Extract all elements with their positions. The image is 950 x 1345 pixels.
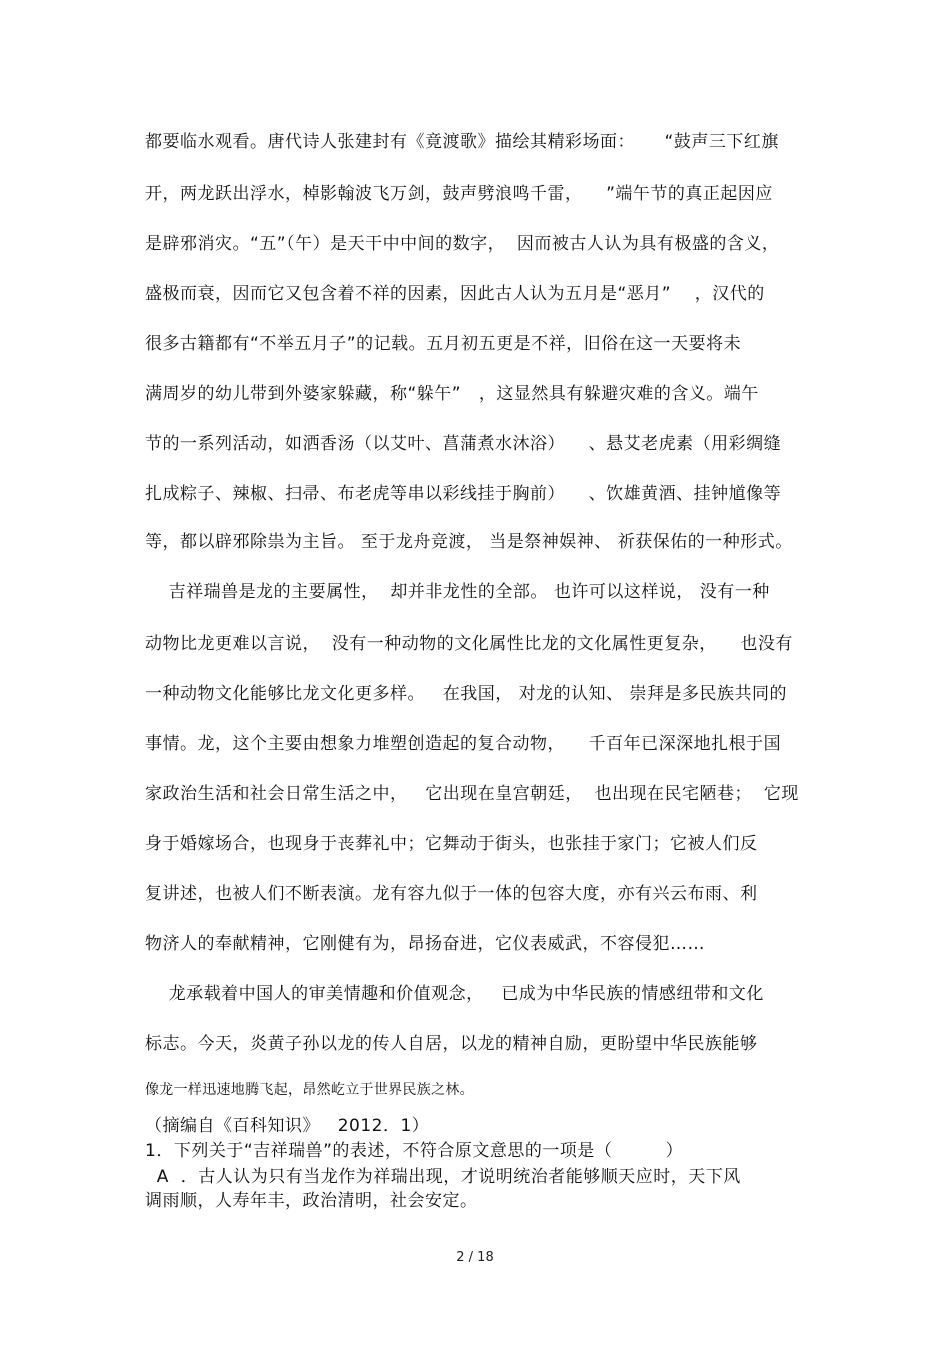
body-line: 等，都以辟邪除祟为主旨。 至于龙舟竞渡， 当是祭神娱神、 祈获保佑的一种形式。 — [145, 532, 793, 552]
body-line: 很多古籍都有“不举五月子”的记载。五月初五更是不祥，旧俗在这一天要将未 — [145, 334, 742, 354]
page-number: 2 / 18 — [456, 1250, 494, 1265]
body-line: 节的一系列活动，如洒香汤（以艾叶、菖蒲煮水沐浴） 、悬艾老虎素（用彩绸缝 — [145, 434, 782, 454]
body-line: 都要临水观看。唐代诗人张建封有《竟渡歌》描绘其精彩场面： “鼓声三下红旗 — [145, 132, 779, 152]
body-line: 满周岁的幼儿带到外婆家躲藏，称“躲午” ，这显然具有躲避灾难的含义。端午 — [145, 384, 759, 404]
body-line: 标志。今天，炎黄子孙以龙的传人自居，以龙的精神自励，更盼望中华民族能够 — [145, 1034, 758, 1054]
body-line: 物济人的奉献精神，它刚健有为，昂扬奋进，它仪表威武，不容侵犯…… — [145, 934, 705, 954]
body-line: 动物比龙更难以言说， 没有一种动物的文化属性比龙的文化属性更复杂， 也没有 — [145, 634, 793, 654]
body-line: 盛极而衰，因而它又包含着不祥的因素，因此古人认为五月是“恶月” ，汉代的 — [145, 284, 765, 304]
body-line: 身于婚嫁场合，也现身于丧葬礼中；它舞动于街头，也张挂于家门；它被人们反 — [145, 834, 758, 854]
source-citation: （摘编自《百科知识》 2012．1） — [145, 1116, 430, 1136]
body-line: 一种动物文化能够比龙文化更多样。 在我国， 对龙的认知、 崇拜是多民族共同的 — [145, 684, 788, 704]
option-a-line2: 调雨顺，人寿年丰，政治清明，社会安定。 — [145, 1191, 478, 1211]
closing-line: 像龙一样迅速地腾飞起，昂然屹立于世界民族之林。 — [145, 1082, 474, 1098]
body-line: 吉祥瑞兽是龙的主要属性， 却并非龙性的全部。 也许可以这样说， 没有一种 — [145, 582, 770, 602]
body-line: 开，两龙跃出浮水，棹影翰波飞万剑，鼓声劈浪鸣千雷， ”端午节的真正起因应 — [145, 184, 773, 204]
body-line: 是辟邪消灾。“五”（午）是天干中中间的数字， 因而被古人认为具有极盛的含义， — [145, 234, 780, 254]
option-a-line1: A ．古人认为只有当龙作为祥瑞出现，才说明统治者能够顺天应时，天下风 — [145, 1167, 741, 1187]
question-stem: 1．下列关于“吉祥瑞兽”的表述，不符合原文意思的一项是（ ） — [145, 1141, 684, 1161]
body-line: 家政治生活和社会日常生活之中， 它出现在皇宫朝廷， 也出现在民宅陋巷； 它现 — [145, 784, 799, 804]
body-line: 龙承载着中国人的审美情趣和价值观念， 已成为中华民族的情感纽带和文化 — [145, 984, 764, 1004]
body-line: 事情。龙，这个主要由想象力堆塑创造起的复合动物， 千百年已深深地扎根于国 — [145, 734, 782, 754]
body-line: 扎成粽子、辣椒、扫帚、布老虎等串以彩线挂于胸前） 、饮雄黄酒、挂钟馗像等 — [145, 484, 782, 504]
body-line: 复讲述，也被人们不断表演。龙有容九似于一体的包容大度，亦有兴云布雨、利 — [145, 884, 758, 904]
